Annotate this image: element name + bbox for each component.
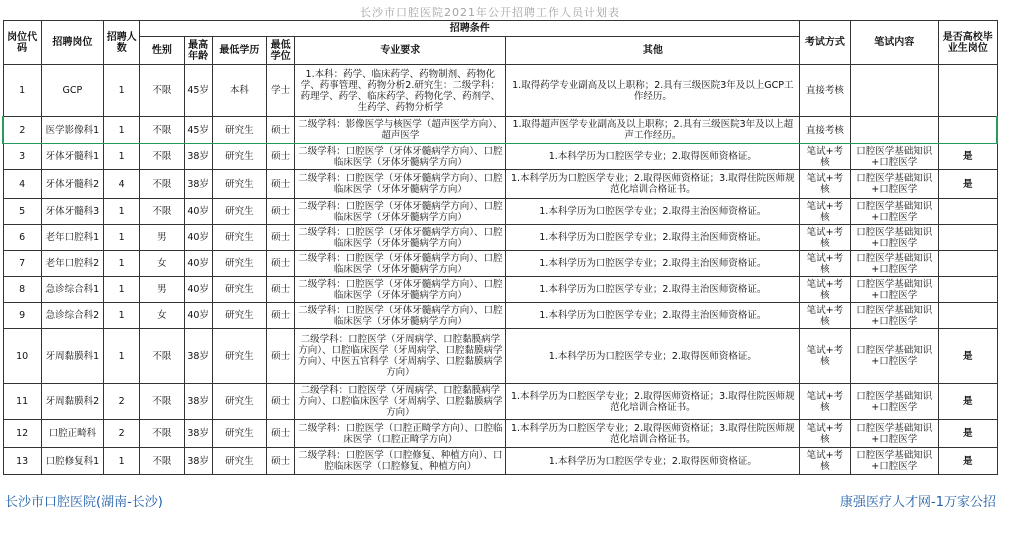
cell-written: 口腔医学基础知识+口腔医学 (850, 420, 939, 448)
header-code: 岗位代码 (3, 21, 41, 65)
cell-position: 老年口腔科1 (41, 225, 103, 251)
cell-position: 牙体牙髓科3 (41, 199, 103, 225)
cell-education: 研究生 (212, 303, 266, 329)
table-row (3, 329, 997, 384)
cell-code: 1 (3, 65, 41, 117)
cell-age: 38岁 (184, 144, 212, 170)
cell-degree: 硕士 (267, 225, 295, 251)
cell-graduate: 是 (939, 329, 997, 384)
cell-major: 二级学科：口腔医学（牙体牙髓病学方向）、口腔临床医学（牙体牙髓病学方向） (295, 225, 506, 251)
cell-exam: 直接考核 (800, 65, 850, 117)
cell-major: 二级学科：口腔医学（牙周病学、口腔黏膜病学方向）、口腔临床医学（牙周病学、口腔黏膜病学方向）、中医五官科学（牙周病学、口腔黏膜病学方向） (295, 329, 506, 384)
cell-age: 40岁 (184, 251, 212, 277)
cell-gender: 不限 (140, 448, 184, 475)
cell-position: 老年口腔科2 (41, 251, 103, 277)
cell-degree: 学士 (267, 65, 295, 117)
cell-written (850, 117, 939, 144)
cell-degree: 硕士 (267, 117, 295, 144)
cell-written: 口腔医学基础知识+口腔医学 (850, 225, 939, 251)
cell-major: 1.本科：药学、临床药学、药物制剂、药物化学、药事管理、药物分析2.研究生：二级学科：药理学、药学、临床药学、药物化学、药剂学、生药学、药物分析学 (295, 65, 506, 117)
cell-code: 7 (3, 251, 41, 277)
cell-education: 研究生 (212, 329, 266, 384)
cell-written: 口腔医学基础知识+口腔医学 (850, 199, 939, 225)
cell-graduate (939, 251, 997, 277)
cell-position: 牙体牙髓科2 (41, 170, 103, 199)
cell-age: 40岁 (184, 225, 212, 251)
cell-code: 3 (3, 144, 41, 170)
table-row (3, 170, 997, 199)
cell-other: 1.本科学历为口腔医学专业；2.取得主治医师资格证。 (506, 199, 800, 225)
cell-graduate (939, 225, 997, 251)
cell-written: 口腔医学基础知识+口腔医学 (850, 303, 939, 329)
table-row (3, 384, 997, 420)
cell-gender: 不限 (140, 199, 184, 225)
cell-other: 1.本科学历为口腔医学专业；2.取得主治医师资格证。 (506, 225, 800, 251)
cell-position: GCP (41, 65, 103, 117)
cell-code: 6 (3, 225, 41, 251)
cell-position: 医学影像科1 (41, 117, 103, 144)
header-exam: 考试方式 (800, 21, 850, 65)
table-row (3, 225, 997, 251)
cell-degree: 硕士 (267, 329, 295, 384)
cell-position: 牙体牙髓科1 (41, 144, 103, 170)
cell-exam: 笔试+考核 (800, 144, 850, 170)
cell-exam: 笔试+考核 (800, 277, 850, 303)
cell-other: 1.本科学历为口腔医学专业；2.取得主治医师资格证。 (506, 251, 800, 277)
cell-major: 二级学科：口腔医学（牙体牙髓病学方向）、口腔临床医学（牙体牙髓病学方向） (295, 144, 506, 170)
cell-education: 研究生 (212, 420, 266, 448)
cell-age: 38岁 (184, 420, 212, 448)
cell-exam: 直接考核 (800, 117, 850, 144)
cell-other: 1.本科学历为口腔医学专业；2.取得医师资格证；3.取得住院医师规范化培训合格证书。 (506, 384, 800, 420)
page-title: 长沙市口腔医院2021年公开招聘工作人员计划表 (360, 6, 620, 19)
cell-other: 1.取得药学专业副高及以上职称；2.具有三级医院3年及以上GCP工作经历。 (506, 65, 800, 117)
cell-position: 急诊综合科2 (41, 303, 103, 329)
cell-degree: 硕士 (267, 448, 295, 475)
cell-code: 10 (3, 329, 41, 384)
cell-code: 4 (3, 170, 41, 199)
cell-degree: 硕士 (267, 303, 295, 329)
cell-position: 口腔修复科1 (41, 448, 103, 475)
cell-other: 1.本科学历为口腔医学专业；2.取得医师资格证；3.取得住院医师规范化培训合格证书。 (506, 170, 800, 199)
cell-education: 研究生 (212, 144, 266, 170)
cell-count: 1 (104, 117, 140, 144)
cell-education: 研究生 (212, 199, 266, 225)
cell-count: 4 (104, 170, 140, 199)
cell-exam: 笔试+考核 (800, 448, 850, 475)
cell-written: 口腔医学基础知识+口腔医学 (850, 144, 939, 170)
cell-count: 1 (104, 65, 140, 117)
cell-gender: 不限 (140, 384, 184, 420)
table-row (3, 251, 997, 277)
cell-other: 1.本科学历为口腔医学专业；2.取得医师资格证。 (506, 448, 800, 475)
cell-graduate (939, 65, 997, 117)
cell-count: 1 (104, 448, 140, 475)
cell-major: 二级学科：口腔医学（口腔修复、种植方向）、口腔临床医学（口腔修复、种植方向） (295, 448, 506, 475)
cell-code: 13 (3, 448, 41, 475)
cell-position: 口腔正畸科 (41, 420, 103, 448)
cell-count: 1 (104, 251, 140, 277)
cell-code: 9 (3, 303, 41, 329)
table-row (3, 420, 997, 448)
header-conditions: 招聘条件 (140, 21, 800, 37)
cell-code: 8 (3, 277, 41, 303)
cell-education: 研究生 (212, 251, 266, 277)
cell-count: 1 (104, 144, 140, 170)
cell-age: 38岁 (184, 384, 212, 420)
table-row (3, 65, 997, 117)
table-row (3, 448, 997, 475)
header-education: 最低学历 (212, 37, 266, 65)
cell-education: 本科 (212, 65, 266, 117)
cell-degree: 硕士 (267, 199, 295, 225)
cell-written: 口腔医学基础知识+口腔医学 (850, 448, 939, 475)
cell-education: 研究生 (212, 225, 266, 251)
table-row (3, 277, 997, 303)
cell-count: 1 (104, 303, 140, 329)
cell-written: 口腔医学基础知识+口腔医学 (850, 251, 939, 277)
cell-count: 2 (104, 384, 140, 420)
cell-education: 研究生 (212, 384, 266, 420)
header-age: 最高年龄 (184, 37, 212, 65)
cell-exam: 笔试+考核 (800, 384, 850, 420)
cell-graduate: 是 (939, 420, 997, 448)
cell-count: 1 (104, 277, 140, 303)
cell-age: 45岁 (184, 65, 212, 117)
cell-exam: 笔试+考核 (800, 170, 850, 199)
cell-graduate: 是 (939, 448, 997, 475)
cell-degree: 硕士 (267, 144, 295, 170)
cell-age: 40岁 (184, 277, 212, 303)
cell-education: 研究生 (212, 117, 266, 144)
cell-gender: 不限 (140, 170, 184, 199)
cell-count: 2 (104, 420, 140, 448)
cell-graduate: 是 (939, 384, 997, 420)
cell-major: 二级学科：影像医学与核医学（超声医学方向）、超声医学 (295, 117, 506, 144)
cell-major: 二级学科：口腔医学（牙体牙髓病学方向）、口腔临床医学（牙体牙髓病学方向） (295, 303, 506, 329)
cell-written: 口腔医学基础知识+口腔医学 (850, 170, 939, 199)
cell-education: 研究生 (212, 448, 266, 475)
cell-age: 38岁 (184, 448, 212, 475)
cell-graduate (939, 199, 997, 225)
cell-graduate (939, 277, 997, 303)
cell-major: 二级学科：口腔医学（牙体牙髓病学方向）、口腔临床医学（牙体牙髓病学方向） (295, 199, 506, 225)
footer-source-hospital: 长沙市口腔医院(湖南-长沙) (5, 495, 163, 510)
cell-other: 1.本科学历为口腔医学专业；2.取得医师资格证。 (506, 144, 800, 170)
cell-code: 2 (3, 117, 41, 144)
cell-gender: 女 (140, 303, 184, 329)
cell-gender: 男 (140, 277, 184, 303)
cell-exam: 笔试+考核 (800, 251, 850, 277)
table-row (3, 303, 997, 329)
cell-gender: 女 (140, 251, 184, 277)
cell-code: 5 (3, 199, 41, 225)
cell-age: 38岁 (184, 329, 212, 384)
header-other: 其他 (506, 37, 800, 65)
header-major: 专业要求 (295, 37, 506, 65)
cell-degree: 硕士 (267, 251, 295, 277)
cell-degree: 硕士 (267, 170, 295, 199)
cell-exam: 笔试+考核 (800, 303, 850, 329)
cell-written: 口腔医学基础知识+口腔医学 (850, 277, 939, 303)
footer-source-site: 康强医疗人才网-1万家公招 (840, 495, 996, 510)
cell-position: 牙周黏膜科2 (41, 384, 103, 420)
header-degree: 最低学位 (267, 37, 295, 65)
header-written: 笔试内容 (850, 21, 939, 65)
cell-gender: 不限 (140, 420, 184, 448)
cell-other: 1.本科学历为口腔医学专业；2.取得医师资格证；3.取得住院医师规范化培训合格证书。 (506, 420, 800, 448)
cell-major: 二级学科：口腔医学（牙周病学、口腔黏膜病学方向）、口腔临床医学（牙周病学、口腔黏膜病学方向） (295, 384, 506, 420)
title-strip (0, 0, 1010, 22)
cell-education: 研究生 (212, 277, 266, 303)
cell-count: 1 (104, 329, 140, 384)
cell-graduate (939, 303, 997, 329)
cell-age: 38岁 (184, 170, 212, 199)
cell-degree: 硕士 (267, 384, 295, 420)
cell-gender: 不限 (140, 329, 184, 384)
cell-count: 1 (104, 225, 140, 251)
table-row (3, 117, 997, 144)
cell-major: 二级学科：口腔医学（牙体牙髓病学方向）、口腔临床医学（牙体牙髓病学方向） (295, 170, 506, 199)
cell-position: 急诊综合科1 (41, 277, 103, 303)
cell-exam: 笔试+考核 (800, 329, 850, 384)
cell-age: 40岁 (184, 303, 212, 329)
header-position: 招聘岗位 (41, 21, 103, 65)
cell-written: 口腔医学基础知识+口腔医学 (850, 329, 939, 384)
cell-gender: 不限 (140, 65, 184, 117)
cell-graduate: 是 (939, 144, 997, 170)
cell-major: 二级学科：口腔医学（口腔正畸学方向）、口腔临床医学（口腔正畸学方向） (295, 420, 506, 448)
cell-other: 1.本科学历为口腔医学专业；2.取得主治医师资格证。 (506, 303, 800, 329)
cell-count: 1 (104, 199, 140, 225)
cell-degree: 硕士 (267, 277, 295, 303)
cell-written: 口腔医学基础知识+口腔医学 (850, 384, 939, 420)
header-row-1 (3, 21, 997, 37)
cell-written (850, 65, 939, 117)
cell-exam: 笔试+考核 (800, 420, 850, 448)
header-count: 招聘人数 (104, 21, 140, 65)
cell-exam: 笔试+考核 (800, 199, 850, 225)
cell-major: 二级学科：口腔医学（牙体牙髓病学方向）、口腔临床医学（牙体牙髓病学方向） (295, 277, 506, 303)
cell-other: 1.本科学历为口腔医学专业；2.取得主治医师资格证。 (506, 277, 800, 303)
cell-education: 研究生 (212, 170, 266, 199)
cell-gender: 不限 (140, 117, 184, 144)
cell-code: 11 (3, 384, 41, 420)
cell-major: 二级学科：口腔医学（牙体牙髓病学方向）、口腔临床医学（牙体牙髓病学方向） (295, 251, 506, 277)
cell-gender: 男 (140, 225, 184, 251)
table-row (3, 199, 997, 225)
cell-age: 45岁 (184, 117, 212, 144)
cell-graduate (939, 117, 997, 144)
cell-exam: 笔试+考核 (800, 225, 850, 251)
header-gender: 性别 (140, 37, 184, 65)
cell-age: 40岁 (184, 199, 212, 225)
table-row (3, 144, 997, 170)
cell-other: 1.本科学历为口腔医学专业；2.取得医师资格证。 (506, 329, 800, 384)
recruitment-table (2, 20, 998, 475)
cell-graduate: 是 (939, 170, 997, 199)
cell-position: 牙周黏膜科1 (41, 329, 103, 384)
header-graduate: 是否高校毕业生岗位 (939, 21, 997, 65)
cell-other: 1.取得超声医学专业副高及以上职称；2.具有三级医院3年及以上超声工作经历。 (506, 117, 800, 144)
cell-degree: 硕士 (267, 420, 295, 448)
cell-code: 12 (3, 420, 41, 448)
cell-gender: 不限 (140, 144, 184, 170)
